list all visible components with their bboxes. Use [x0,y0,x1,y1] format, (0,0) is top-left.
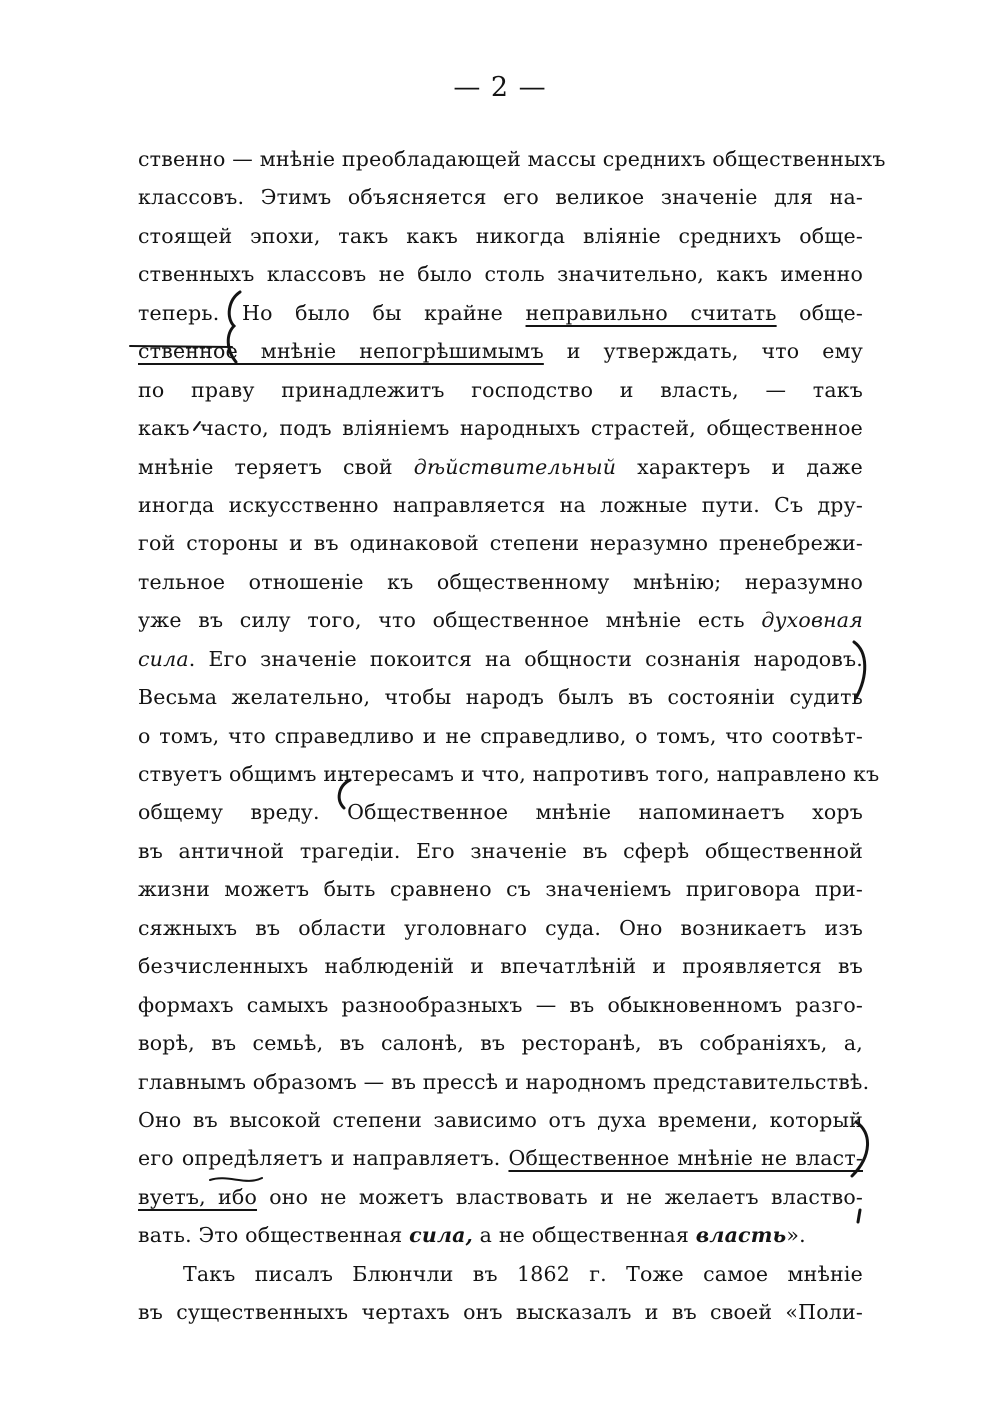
text-line: сяжныхъ въ области уголовнаго суда. Оно возникаетъ изъ [138,915,863,940]
text-line [138,1178,863,1216]
underlined-phrase: вуетъ, ибо [138,1184,258,1209]
text-line: въ античной трагедіи. Его значеніе въ сферѣ общественной [138,838,863,863]
text-line: ственно — мнѣніе преобладающей массы среднихъ общественныхъ [138,147,886,171]
page-number: — 2 — [453,72,547,103]
text-line: иногда искусственно направляется на ложные пути. Съ дру- [138,492,863,517]
text-line: тельное отношеніе къ общественному мнѣнію; неразумно [138,569,863,594]
text-line: въ существенныхъ чертахъ онъ высказалъ и въ своей «Поли- [138,1300,863,1325]
text-line [138,448,863,486]
text-span: ». [786,1223,806,1248]
italic-phrase: дѣйствительный [413,454,617,479]
text-line: по праву принадлежитъ господство и власть, — такъ [138,377,863,402]
text-line: Весьма желательно, чтобы народъ былъ въ состояніи судить [138,685,863,710]
text-line [138,1139,863,1177]
text-line: Оно въ высокой степени зависимо отъ духа времени, который [138,1107,863,1132]
text-span: вать. Это общественная [138,1223,410,1248]
text-span: и утверждать, что ему [543,339,863,364]
text-span: характеръ и даже [616,454,863,479]
text-span: теперь. Но было бы крайне [138,300,526,325]
body-text [138,140,886,1332]
text-span: мнѣніе теряетъ свой [138,454,414,479]
text-line: главнымъ образомъ — въ прессѣ и народномъ представительствѣ. [138,1069,870,1094]
text-line: ствуетъ общимъ интересамъ и что, напротивъ того, направлено къ [138,762,880,786]
text-line: жизни можетъ быть сравнено съ значеніемъ приговора при- [138,877,863,902]
text-span: . Его значеніе покоится на общности сознанія народовъ. [188,646,863,671]
text-line: о томъ, что справедливо и не справедливо, о томъ, что соотвѣт- [138,723,863,748]
underlined-phrase: Общественное мнѣніе не власт- [508,1146,863,1171]
text-line: какъ часто, подъ вліяніемъ народныхъ страстей, общественное [138,416,863,441]
text-span: обще- [776,300,863,325]
text-line [138,294,863,332]
text-span: а не общественная [472,1223,696,1248]
text-span: оно не можетъ властвовать и не желаетъ властво- [257,1184,864,1209]
text-line: гой стороны и въ одинаковой степени неразумно пренебрежи- [138,531,863,556]
text-line: безчисленныхъ наблюденій и впечатлѣній и проявляется въ [138,954,863,979]
italic-phrase: сила, [409,1223,473,1248]
italic-phrase: сила [138,646,189,671]
text-line [138,332,863,370]
underlined-phrase: неправильно считать [525,300,777,325]
text-span: его опредѣляетъ и направляетъ. [138,1146,509,1171]
text-line: классовъ. Этимъ объясняется его великое значеніе для на- [138,185,863,210]
text-line: стоящей эпохи, такъ какъ никогда вліяніе среднихъ обще- [138,223,863,248]
text-line [138,601,863,639]
italic-phrase: духовная [761,608,863,633]
text-line: ворѣ, въ семьѣ, въ салонѣ, въ ресторанѣ, въ собраніяхъ, а, [138,1031,863,1056]
text-line [138,1216,863,1254]
text-line: Такъ писалъ Блюнчли въ 1862 г. Тоже самое мнѣніе [183,1261,863,1286]
text-line: общему вреду. Общественное мнѣніе напоминаетъ хоръ [138,800,863,825]
italic-phrase: власть [695,1223,787,1248]
text-line: формахъ самыхъ разнообразныхъ — въ обыкновенномъ разго- [138,992,863,1017]
underlined-phrase: ственное мнѣніе непогрѣшимымъ [138,339,544,364]
text-line [138,640,863,678]
text-line: ственныхъ классовъ не было столь значительно, какъ именно [138,262,863,287]
text-span: уже въ силу того, что общественное мнѣніе есть [138,608,762,633]
